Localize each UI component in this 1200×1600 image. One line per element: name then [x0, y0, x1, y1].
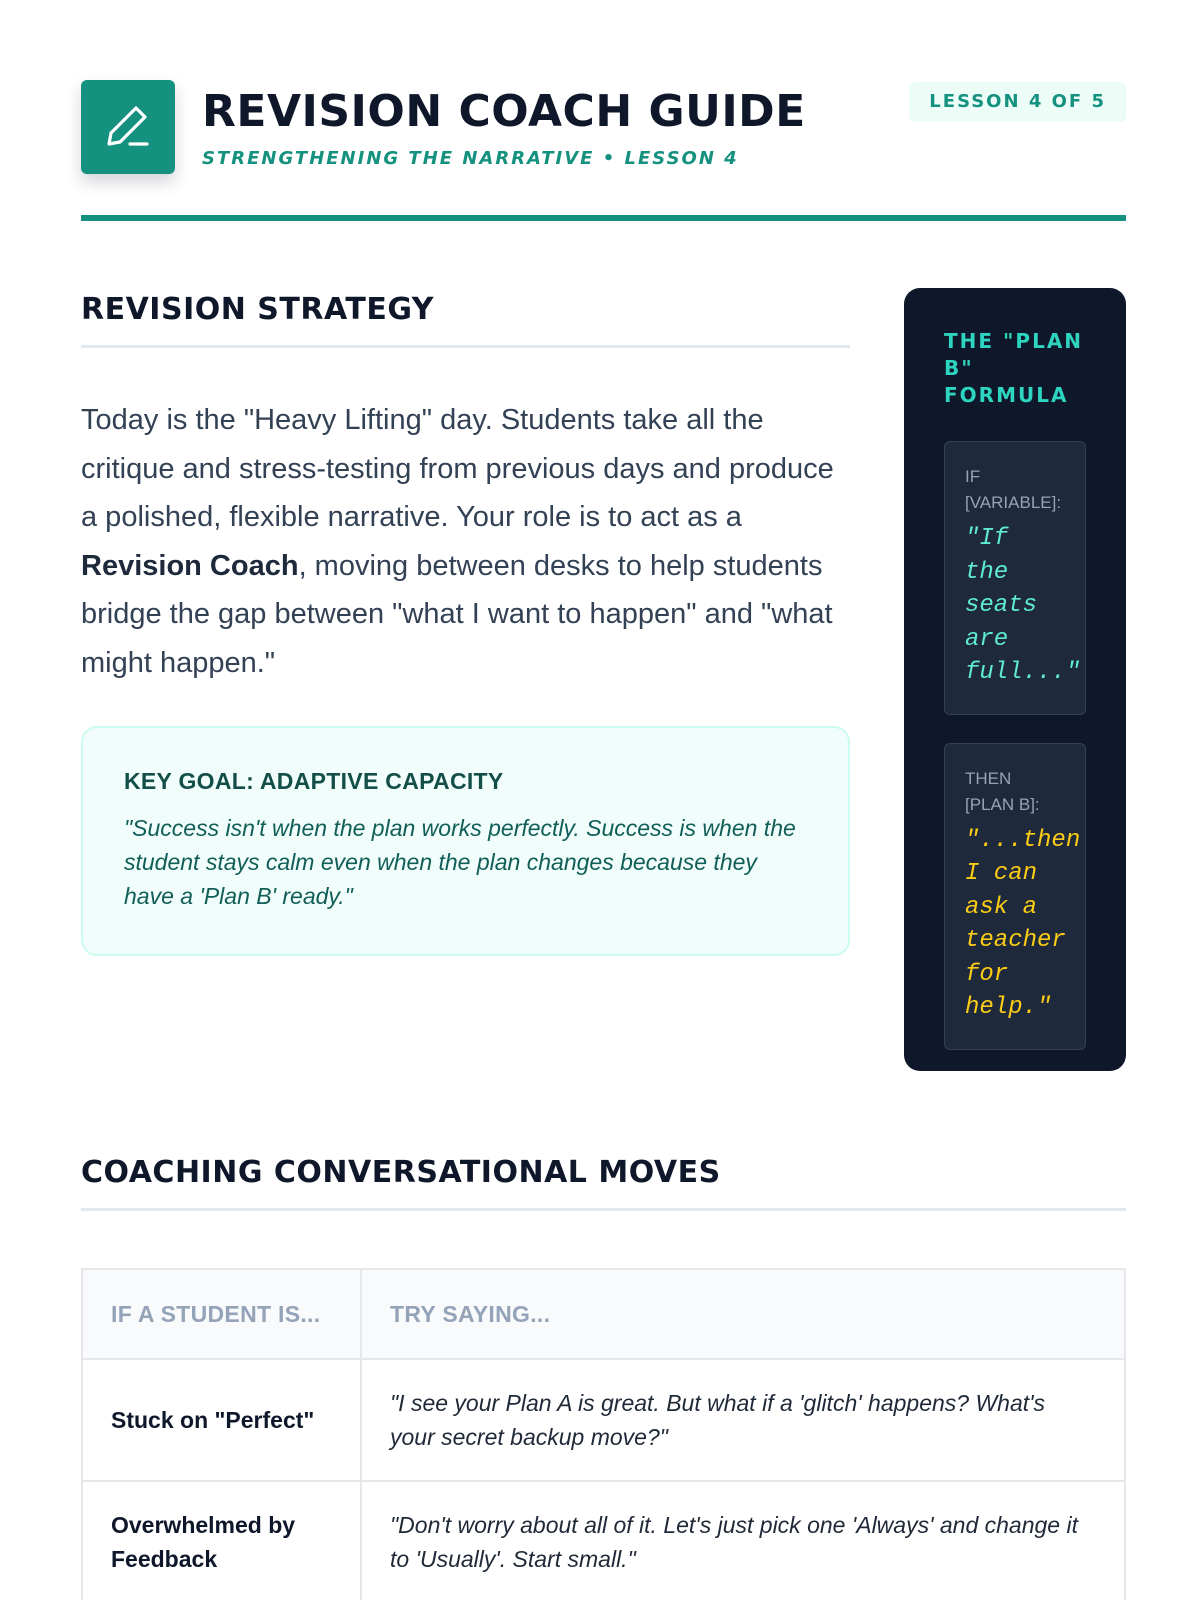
intro-text-start: Today is the "Heavy Lifting" day. Students take all the critique and stress-testing from previous days and produce a polished, flexible narrative. Your role is to act as a	[81, 404, 834, 533]
formula-if-box	[944, 441, 1086, 715]
strategy-heading: REVISION STRATEGY	[81, 292, 850, 348]
key-goal-title: KEY GOAL: ADAPTIVE CAPACITY	[124, 768, 504, 794]
page-title: REVISION COACH GUIDE	[202, 86, 806, 137]
strategy-intro	[81, 396, 850, 687]
intro-text-end: , moving between desks to help students bridge the gap between "what I want to happen" and "what might happen."	[81, 549, 833, 679]
row-condition: Stuck on "Perfect"	[82, 1359, 361, 1481]
formula-then-label: THEN [PLAN B]:	[965, 768, 1040, 814]
coaching-moves-table	[81, 1268, 1126, 1600]
row-saying: "I see your Plan A is great. But what if a 'glitch' happens? What's your secret backup move?"	[361, 1359, 1125, 1481]
key-goal-card	[81, 726, 850, 956]
column-header-saying: TRY SAYING...	[361, 1269, 1125, 1359]
row-saying: "Don't worry about all of it. Let's just pick one 'Always' and change it to 'Usually'. Start small."	[361, 1481, 1125, 1600]
formula-then-box	[944, 743, 1086, 1050]
table-row	[82, 1481, 1125, 1600]
page-subtitle: STRENGTHENING THE NARRATIVE • LESSON 4	[202, 148, 739, 169]
moves-heading: COACHING CONVERSATIONAL MOVES	[81, 1155, 1126, 1211]
key-goal-quote: "Success isn't when the plan works perfectly. Success is when the student stays calm even when the plan changes because they have a 'Plan B' ready."	[124, 815, 796, 909]
formula-if-label: IF [VARIABLE]:	[965, 467, 1062, 512]
formula-if-text: "If the seats are full..."	[965, 525, 1081, 686]
row-condition: Overwhelmed by Feedback	[82, 1481, 361, 1600]
intro-text-bold: Revision Coach	[81, 549, 299, 582]
pen-icon	[81, 80, 175, 174]
page-header	[81, 80, 1126, 221]
plan-b-formula-panel	[904, 288, 1126, 1071]
column-header-condition: IF A STUDENT IS...	[82, 1269, 361, 1359]
formula-then-text: "...then I can ask a teacher for help."	[965, 826, 1081, 1021]
lesson-badge: LESSON 4 OF 5	[909, 82, 1126, 122]
formula-title: THE "PLAN B" FORMULA	[944, 329, 1084, 407]
table-row	[82, 1359, 1125, 1481]
table-header-row	[82, 1269, 1125, 1359]
